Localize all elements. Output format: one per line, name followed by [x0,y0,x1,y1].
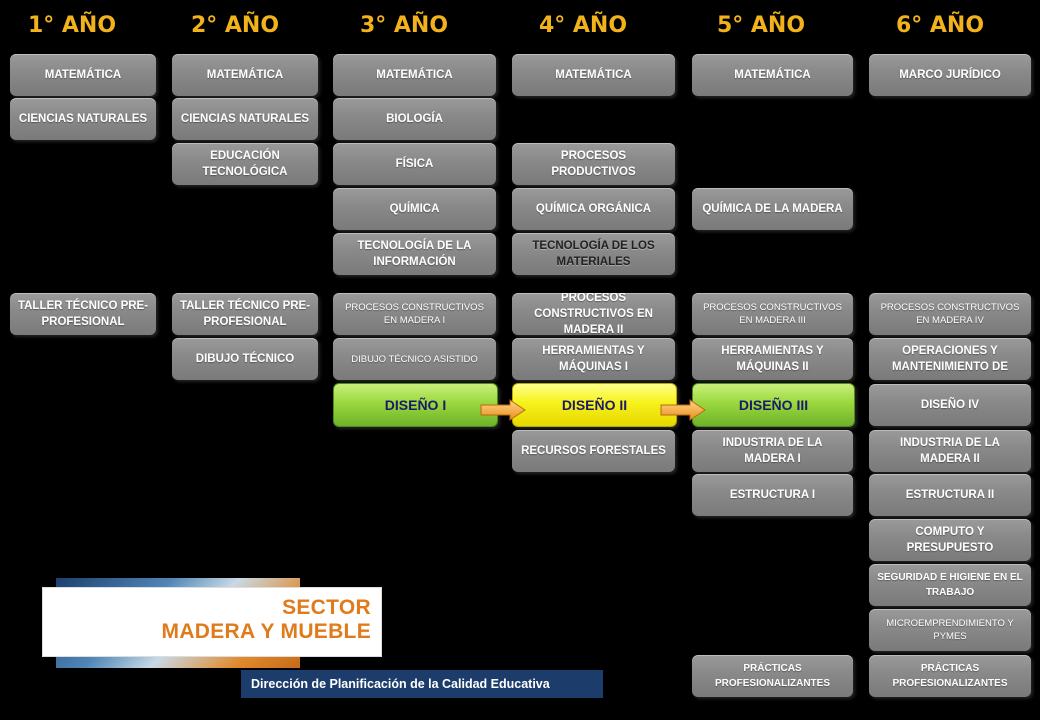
subject-matematica-4 [512,54,675,96]
right-arrow-icon [660,399,706,421]
subject-label: PROCESOS CONSTRUCTIVOS EN MADERA II [534,293,653,335]
subject-seguridad [869,564,1031,606]
right-arrow-icon [480,399,526,421]
diseno-label: DISEÑO I [384,397,447,413]
subject-industria-2 [869,430,1031,472]
diseno-3-box [692,383,855,427]
subject-label: TECNOLOGÍA DE LOS MATERIALES [532,240,655,268]
subject-microemprendimiento [869,609,1031,651]
diseno-label: DISEÑO II [561,397,628,413]
subject-label: INDUSTRIA DE LA MADERA II [900,437,1000,465]
subject-label: TALLER TÉCNICO PRE-PROFESIONAL [179,300,311,328]
subject-matematica-5 [692,54,853,96]
subject-quimica-organica [512,188,675,230]
subject-label: MATEMÁTICA [376,69,453,81]
subject-industria-1 [692,430,853,472]
subject-label: MARCO JURÍDICO [899,69,1001,81]
subject-computo [869,519,1031,561]
subject-matematica-2 [172,54,318,96]
subject-taller-2 [172,293,318,335]
subject-herramientas-2 [692,338,853,380]
logo-line-2: MADERA Y MUEBLE [161,620,371,643]
subject-label: TALLER TÉCNICO PRE-PROFESIONAL [17,300,149,328]
subject-tecnologia-materiales [512,233,675,275]
subject-label: OPERACIONES Y MANTENIMIENTO DE [891,345,1009,373]
subject-label: COMPUTO Y PRESUPUESTO [906,526,994,554]
subject-label: EDUCACIÓN TECNOLÓGICA [202,150,288,178]
subject-label: RECURSOS FORESTALES [521,445,666,457]
subject-label: DIBUJO TÉCNICO ASISTIDO [351,353,478,365]
year-3-header: 3° AÑO [359,13,449,38]
subject-diseno-4 [869,384,1031,426]
subject-dibujo-asistido [333,338,496,380]
subject-dibujo-tecnico [172,338,318,380]
subject-label: MATEMÁTICA [555,69,632,81]
subject-operaciones [869,338,1031,380]
subject-biologia [333,98,496,140]
subject-label: BIOLOGÍA [386,113,443,125]
subject-label: PROCESOS CONSTRUCTIVOS EN MADERA IV [880,302,1020,326]
diseno-label: DISEÑO III [738,397,809,413]
subject-matematica-3 [333,54,496,96]
subject-label: PROCESOS PRODUCTIVOS [551,150,636,178]
subject-procesos-1 [333,293,496,335]
subject-taller-1 [10,293,156,335]
year-4-header: 4° AÑO [538,13,628,38]
subject-label: ESTRUCTURA I [729,489,816,501]
subject-label: DISEÑO IV [920,399,980,411]
subject-ciencias-1 [10,98,156,140]
subject-label: QUÍMICA [389,203,440,215]
subject-educacion-tecnologica [172,143,318,185]
diseno-2-box [512,383,677,427]
subject-label: PRÁCTICAS PROFESIONALIZANTES [714,663,830,689]
subject-label: CIENCIAS NATURALES [180,113,310,125]
year-5-header: 5° AÑO [716,13,806,38]
subject-procesos-productivos [512,143,675,185]
subject-label: HERRAMIENTAS Y MÁQUINAS II [721,345,824,373]
subject-procesos-4 [869,293,1031,335]
subject-procesos-3 [692,293,853,335]
subject-label: ESTRUCTURA II [905,489,995,501]
subject-quimica [333,188,496,230]
subject-quimica-madera [692,188,853,230]
subject-fisica [333,143,496,185]
subject-label: FÍSICA [395,158,434,170]
subject-marco-juridico [869,54,1031,96]
footer-banner: Dirección de Planificación de la Calidad Educativa [241,670,603,698]
subject-label: PROCESOS CONSTRUCTIVOS EN MADERA III [703,302,842,326]
subject-ciencias-2 [172,98,318,140]
year-2-header: 2° AÑO [190,13,280,38]
subject-label: CIENCIAS NATURALES [18,113,148,125]
subject-procesos-2 [512,293,675,335]
subject-herramientas-1 [512,338,675,380]
subject-label: QUÍMICA ORGÁNICA [535,203,652,215]
subject-matematica-1 [10,54,156,96]
subject-label: MATEMÁTICA [44,69,122,81]
subject-label: INDUSTRIA DE LA MADERA I [722,437,823,465]
subject-practicas-6 [869,655,1031,697]
year-6-header: 6° AÑO [895,13,985,38]
subject-label: PROCESOS CONSTRUCTIVOS EN MADERA I [345,302,484,326]
subject-practicas-5 [692,655,853,697]
diseno-1-box [333,383,498,427]
subject-label: DIBUJO TÉCNICO [195,353,295,365]
year-1-header: 1° AÑO [27,13,117,38]
subject-label: HERRAMIENTAS Y MÁQUINAS I [542,345,645,373]
subject-label: MATEMÁTICA [206,69,284,81]
subject-label: SEGURIDAD E HIGIENE EN EL TRABAJO [877,572,1023,598]
subject-label: MICROEMPRENDIMIENTO Y PYMES [886,618,1014,642]
subject-recursos-forestales [512,430,675,472]
subject-estructura-1 [692,474,853,516]
subject-label: PRÁCTICAS PROFESIONALIZANTES [892,663,1008,689]
sector-logo [43,578,383,668]
subject-tecnologia-informacion [333,233,496,275]
subject-label: MATEMÁTICA [734,69,811,81]
logo-line-1: SECTOR [282,596,371,619]
subject-label: TECNOLOGÍA DE LA INFORMACIÓN [357,240,472,268]
subject-label: QUÍMICA DE LA MADERA [702,203,843,215]
subject-estructura-2 [869,474,1031,516]
